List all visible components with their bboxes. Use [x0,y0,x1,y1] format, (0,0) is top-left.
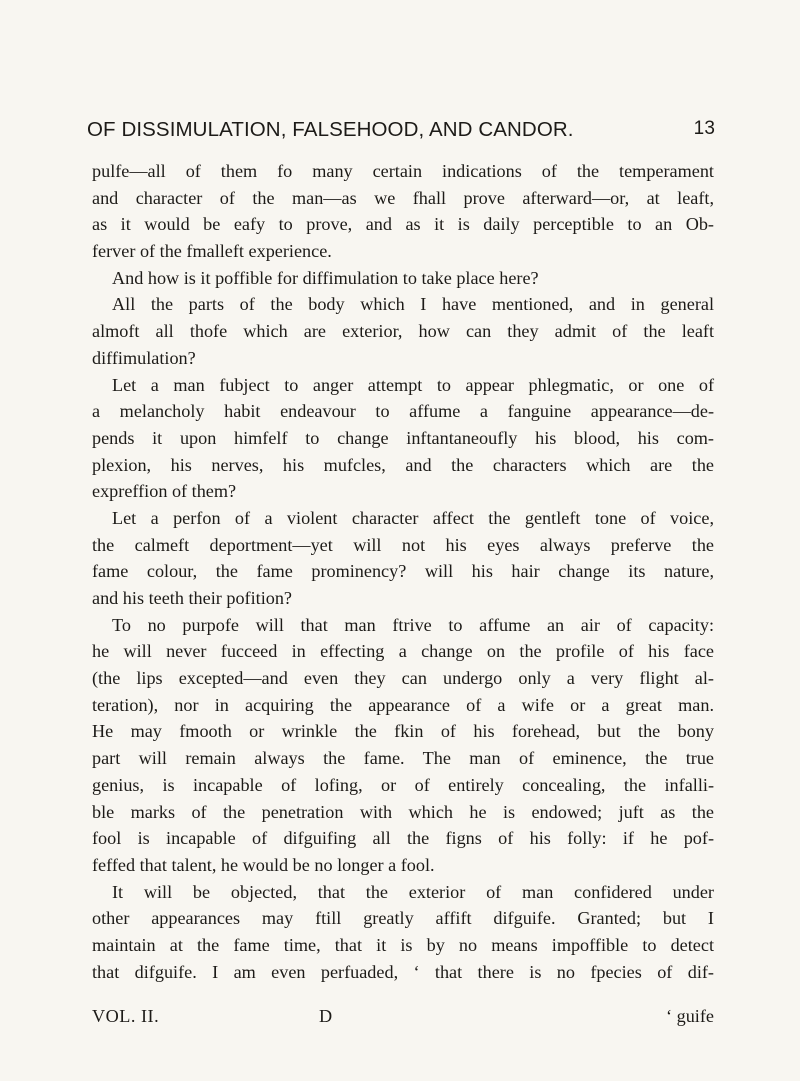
page-footer [92,1003,714,1030]
text-line: genius, is incapable of lofing, or of entirely concealing, the infalli- [92,774,714,795]
text-line: ferver of the fmalleft experience. [92,241,332,262]
text-line: Let a man fubject to anger attempt to appear phlegmatic, or one of [112,374,714,395]
text-line: plexion, his nerves, his mufcles, and the characters which are the [92,454,714,475]
text-line: that difguife. I am even perfuaded, ‘ that there is no fpecies of dif- [92,961,714,982]
body-text [92,158,714,985]
chapter-title: OF DISSIMULATION, FALSEHOOD, AND CANDOR. [87,118,574,141]
text-line: And how is it poffible for diffimulation to take place here? [112,267,539,288]
text-line: To no purpofe will that man ftrive to affume an air of capacity: [112,614,714,635]
text-line: fame colour, the fame prominency? will his hair change its nature, [92,561,714,582]
text-line: (the lips excepted—and even they can undergo only a very flight al- [92,668,714,689]
text-line: All the parts of the body which I have mentioned, and in general [112,294,714,315]
text-line: and character of the man—as we fhall prove afterward—or, at leaft, [92,187,714,208]
text-line: pends it upon himfelf to change inftantaneoufly his blood, his com- [92,427,714,448]
volume-mark: VOL. II. [92,1006,160,1026]
catchword: ‘ guife [666,1006,714,1026]
text-line: expreffion of them? [92,481,237,502]
text-line: teration), nor in acquiring the appearance of a wife or a great man. [92,694,714,715]
text-line: maintain at the fame time, that it is by no means impoffible to detect [92,934,714,955]
text-line: fool is incapable of difguifing all the figns of his folly: if he pof- [92,828,714,849]
text-line: part will remain always the fame. The man of eminence, the true [92,748,714,769]
page-number: 13 [693,118,715,139]
signature-mark: D [319,1006,333,1026]
text-line: almoft all thofe which are exterior, how can they admit of the leaft [92,321,714,342]
text-line: diffimulation? [92,347,196,368]
text-line: ble marks of the penetration with which he is endowed; juft as the [92,801,714,822]
text-line: the calmeft deportment—yet will not his eyes always preferve the [92,534,714,555]
text-line: feffed that talent, he would be no longer a fool. [92,854,435,875]
running-head [87,118,715,150]
text-line: as it would be eafy to prove, and as it is daily perceptible to an Ob- [92,214,714,235]
text-line: other appearances may ftill greatly affift difguife. Granted; but I [92,908,714,929]
text-line: pulfe—all of them fo many certain indications of the temperament [92,161,714,181]
text-line: Let a perfon of a violent character affect the gentleft tone of voice, [112,507,714,528]
text-line: and his teeth their pofition? [92,588,293,608]
text-line: He may fmooth or wrinkle the fkin of his forehead, but the bony [92,721,714,742]
text-line: It will be objected, that the exterior of man confidered under [112,881,714,902]
text-line: a melancholy habit endeavour to affume a fanguine appearance—de- [92,401,714,422]
text-line: he will never fucceed in effecting a change on the profile of his face [92,641,714,662]
